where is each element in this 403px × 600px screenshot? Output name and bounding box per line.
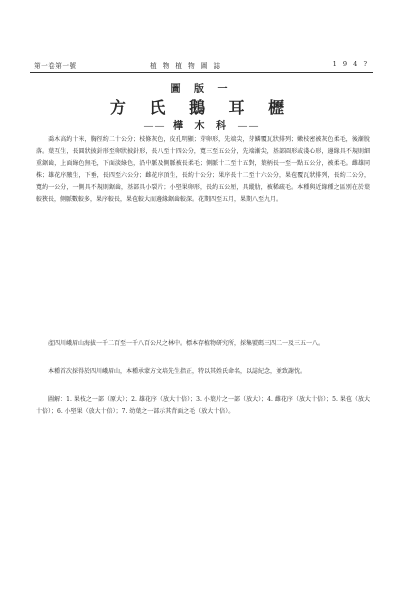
locality-paragraph (36, 338, 370, 362)
etymology-text: 本種首次採得於四川峨眉山，本種承蒙方文培先生指正，特以其姓氏命名，以誌紀念，並致謝忱。 (48, 368, 307, 375)
year: 1 9 4 ? (332, 60, 369, 68)
family-dash-right: —— (237, 121, 260, 132)
description-paragraph (36, 134, 370, 334)
family-name (0, 117, 403, 132)
species-title: 方 氏 鵝 耳 櫪 (109, 98, 294, 117)
family-name-text: 樺 木 科 (173, 121, 230, 132)
locality-text: 產四川峨眉山海拔一千二百至一千八百公尺之林中。標本存植物研究所，採集號碼三四二一及三五一八。 (48, 340, 325, 347)
issue-number: 第一卷第一號 (34, 62, 77, 70)
etymology-paragraph (36, 366, 370, 390)
figure-legend-text: 圖解：1. 果枝之一部（原大）；2. 雄花序（放大十倍）；3. 小葉片之一部（放大）；4. 雌花序（放大十倍）；5. 果苞（放大十倍）；6. 小堅果（放大十倍）；7. 幼葉之一部示其背面之毛（放大十倍）。 (36, 396, 370, 415)
header-rule (30, 72, 373, 73)
plate-label: 圖 版 一 (170, 84, 233, 95)
family-dash-left: —— (143, 121, 166, 132)
figure-legend-paragraph (36, 394, 370, 438)
description-text: 喬木高約十米，胸徑約二十公分；枝條灰色，皮孔明顯；芽卵形，先端尖，芽鱗覆瓦狀排列；嫩枝密被灰色柔毛，後漸脫落。葉互生，長圓狀披針形至卵狀披針形，長八至十四公分，寬三至五公分，先端漸尖，基部圓形或淺心形，邊緣具不規則細重鋸齒，上面綠色無毛，下面淡綠色，沿中脈及側脈被長柔毛；側脈十二至十五對，葉柄長一至一點五公分，被柔毛。雌雄同株；雄花序腋生，下垂，長四至六公分；雌花序頂生，長約十公分；果序長十二至十六公分，果苞覆瓦狀排列，長約二公分，寬約一公分，一側具不規則鋸齒，基部具小裂片；小堅果卵形，長約五公厘，具縱肋，被稀疏毛。本種與近緣種之區別在於葉較狹長，側脈數較多，果序較長，果苞較大而邊緣鋸齒較深。花期四至五月，果期八至九月。 (36, 136, 370, 203)
journal-name: 植 物 植 物 圖 誌 (150, 62, 223, 70)
